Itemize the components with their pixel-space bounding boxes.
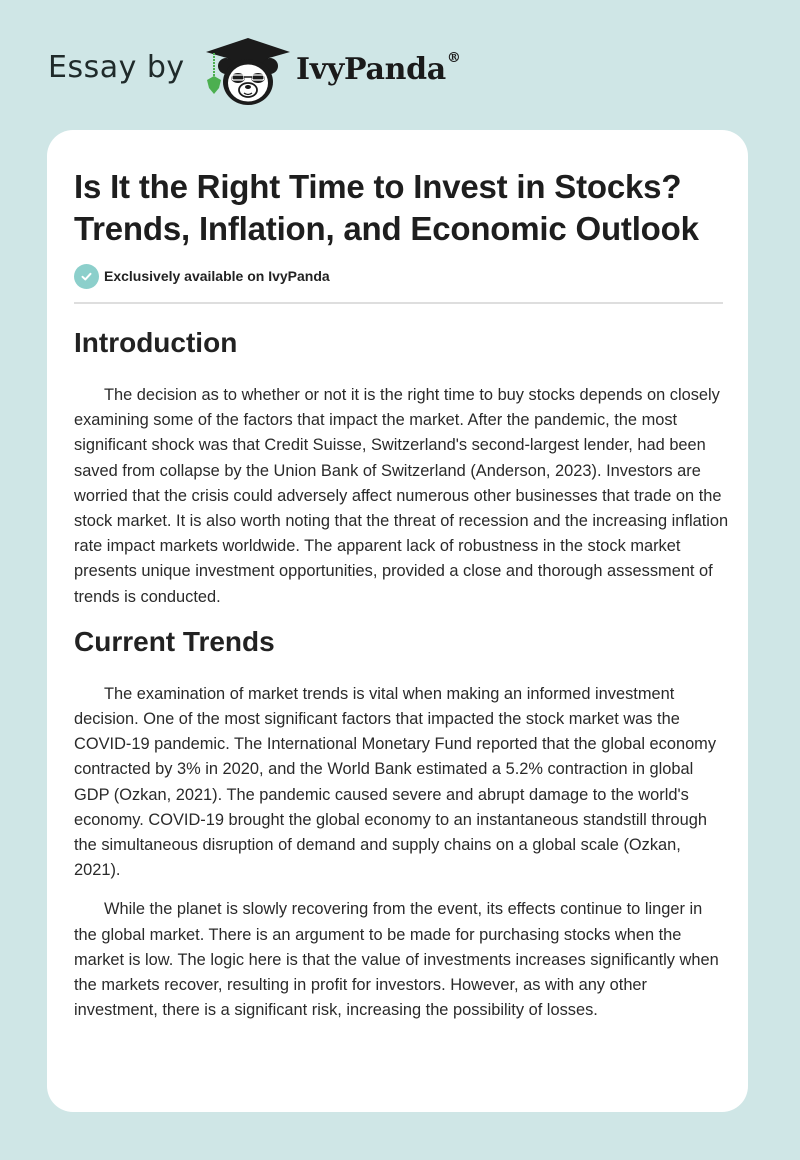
registered-mark: ® xyxy=(446,50,461,66)
site-header xyxy=(0,0,800,130)
essay-card xyxy=(47,130,748,1112)
brand-name[interactable] xyxy=(296,52,461,87)
section-current-trends xyxy=(74,624,729,1024)
paragraph: The examination of market trends is vital when making an informed investment decision. One of the most significant factors that impacted the stock market was the COVID-19 pandemic. The International Monetary Fund reported that the global economy contracted by 3% in 2020, and the World Bank estimated a 5.2% contraction in global GDP (Ozkan, 2021). The pandemic caused severe and abrupt damage to the world's economy. COVID-19 brought the global economy to an instantaneous standstill through the simultaneous disruption of demand and supply chains on a global scale (Ozkan, 2021). xyxy=(74,684,717,880)
section-introduction xyxy=(74,325,729,610)
panda-logo-icon[interactable] xyxy=(202,36,294,108)
essay-content xyxy=(74,325,729,1037)
exclusive-label: Exclusively available on IvyPanda xyxy=(104,268,330,284)
essay-by-label: Essay by xyxy=(48,50,185,85)
brand-text: IvyPanda xyxy=(296,52,446,87)
section-heading: Introduction xyxy=(74,327,238,358)
check-icon xyxy=(74,264,99,289)
page-title: Is It the Right Time to Invest in Stocks? Trends, Inflation, and Economic Outlook xyxy=(74,168,699,247)
paragraph: While the planet is slowly recovering from the event, its effects continue to linger in the global market. There is an argument to be made for purchasing stocks when the market is low. The logic here is that the value of investments increases significantly when the markets recover, resulting in profit for investors. However, as with any other investment, there is a significant risk, increasing the possibility of losses. xyxy=(74,900,719,1020)
exclusive-badge xyxy=(74,263,330,289)
paragraph: The decision as to whether or not it is the right time to buy stocks depends on closely examining some of the factors that impact the market. After the pandemic, the most significant shock was that Credit Suisse, Switzerland's second-largest lender, had been saved from collapse by the Union Bank of Switzerland (Anderson, 2023). Investors are worried that the crisis could adversely affect numerous other businesses that trade on the stock market. It is also worth noting that the threat of recession and the increasing inflation rate impact markets worldwide. The apparent lack of robustness in the stock market presents unique investment opportunities, provided a close and thorough assessment of trends is conducted. xyxy=(74,386,729,606)
divider xyxy=(74,302,723,304)
section-heading: Current Trends xyxy=(74,625,275,657)
